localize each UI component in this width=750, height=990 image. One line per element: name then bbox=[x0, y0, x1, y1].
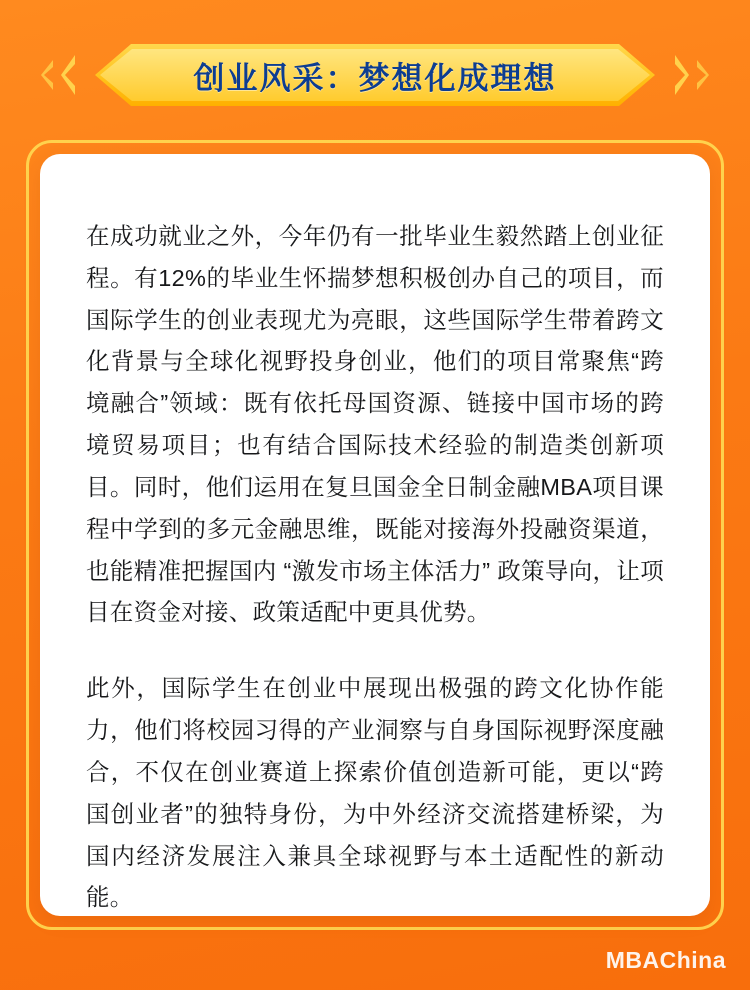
brand-logo-secondary: China bbox=[659, 947, 726, 973]
body-paragraph-1: 在成功就业之外，今年仍有一批毕业生毅然踏上创业征程。有12%的毕业生怀揣梦想积极创办自己的项目，而国际学生的创业表现尤为亮眼，这些国际学生带着跨文化背景与全球化视野投身创业，他们的项目常聚焦“跨境融合”领域：既有依托母国资源、链接中国市场的跨境贸易项目；也有结合国际技术经验的制造类创新项目。同时，他们运用在复旦国金全日制金融MBA项目课程中学到的多元金融思维，既能对接海外投融资渠道，也能精准把握国内 “激发市场主体活力” 政策导向，让项目在资金对接、政策适配中更具优势。 bbox=[86, 223, 664, 626]
body-paragraph-2: 此外，国际学生在创业中展现出极强的跨文化协作能力，他们将校园习得的产业洞察与自身国际视野深度融合，不仅在创业赛道上探索价值创造新可能，更以“跨国创业者”的独特身份，为中外经济交流搭建桥梁，为国内经济发展注入兼具全球视野与本土适配性的新动能。 bbox=[86, 675, 664, 911]
chevron-right-outer-icon bbox=[697, 60, 713, 90]
chevron-left-icon bbox=[59, 55, 75, 95]
content-card bbox=[40, 154, 710, 916]
chevron-left-outer-icon bbox=[37, 60, 53, 90]
header-banner bbox=[95, 44, 655, 106]
chevron-right-icon bbox=[675, 55, 691, 95]
page-title: 创业风采：梦想化成理想 bbox=[193, 60, 557, 96]
brand-logo bbox=[606, 947, 726, 974]
brand-logo-primary: MBA bbox=[605, 947, 660, 973]
